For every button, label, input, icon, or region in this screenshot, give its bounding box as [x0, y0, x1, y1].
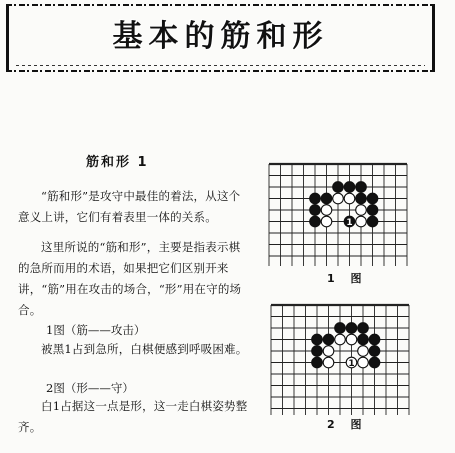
- white-stone: [356, 205, 367, 216]
- black-stone: [333, 182, 344, 193]
- item-2-text: 白1占据这一点是形，这一走白棋姿势整齐。: [18, 399, 248, 434]
- white-stone: [356, 216, 367, 227]
- black-stone: [344, 182, 355, 193]
- paragraph-1: “筋和形”是攻守中最佳的着法，从这个意义上讲，它们有着表里一体的关系。: [18, 189, 241, 224]
- definition-paragraph: [18, 237, 248, 321]
- white-stone: [344, 193, 355, 204]
- banner-top-border: [6, 4, 435, 6]
- black-stone: [323, 334, 334, 345]
- white-stone: [333, 193, 344, 204]
- black-stone: [312, 346, 323, 357]
- diagram-2-caption: 2 图: [327, 418, 368, 431]
- black-stone: [358, 334, 369, 345]
- item-2-text-block: [18, 396, 248, 438]
- black-stone: [369, 357, 380, 368]
- white-stone: [335, 334, 346, 345]
- white-stone: [346, 334, 357, 345]
- black-stone: [312, 334, 323, 345]
- title-banner: [6, 4, 435, 72]
- black-stone: [346, 323, 357, 334]
- black-stone: [367, 193, 378, 204]
- section-heading: 筋和形 1: [86, 155, 149, 170]
- black-stone: [369, 346, 380, 357]
- black-stone: [367, 216, 378, 227]
- black-stone: [369, 334, 380, 345]
- stone-move-label: 1: [348, 359, 355, 369]
- stone-move-label: 1: [346, 218, 353, 228]
- black-stone: [310, 193, 321, 204]
- item-2-label: 2图（形——守）: [46, 381, 134, 395]
- black-stone: [310, 205, 321, 216]
- banner-bottom-border: [6, 70, 435, 72]
- page-title: 基本的筋和形: [112, 19, 329, 54]
- black-stone: [358, 323, 369, 334]
- white-stone: [321, 216, 332, 227]
- white-stone: [321, 205, 332, 216]
- board-grid: [271, 305, 409, 415]
- black-stone: [367, 205, 378, 216]
- intro-paragraph: [18, 186, 248, 228]
- white-stone: [323, 357, 334, 368]
- black-stone: [312, 357, 323, 368]
- paragraph-2: 这里所说的“筋和形”，主要是指表示棋的急所而用的术语，如果把它们区别开来讲，“筋”用在攻击的场合，“形”用在守的场合。: [18, 240, 242, 317]
- black-stone: [356, 193, 367, 204]
- diagram-1-caption: 1 图: [327, 272, 368, 285]
- item-1-label: 1图（筋——攻击）: [46, 323, 146, 337]
- white-stone: [358, 346, 369, 357]
- go-diagram-1: [263, 158, 418, 266]
- item-1-text-block: [18, 339, 248, 360]
- black-stone: [335, 323, 346, 334]
- black-stone: [310, 216, 321, 227]
- black-stone: [356, 182, 367, 193]
- go-diagram-2: [265, 299, 420, 415]
- black-stone: [321, 193, 332, 204]
- item-1-text: 被黑1占到急所，白棋便感到呼吸困难。: [41, 342, 248, 356]
- white-stone: [358, 357, 369, 368]
- banner-inner-border: [16, 65, 425, 66]
- white-stone: [323, 346, 334, 357]
- board-grid: [269, 164, 407, 266]
